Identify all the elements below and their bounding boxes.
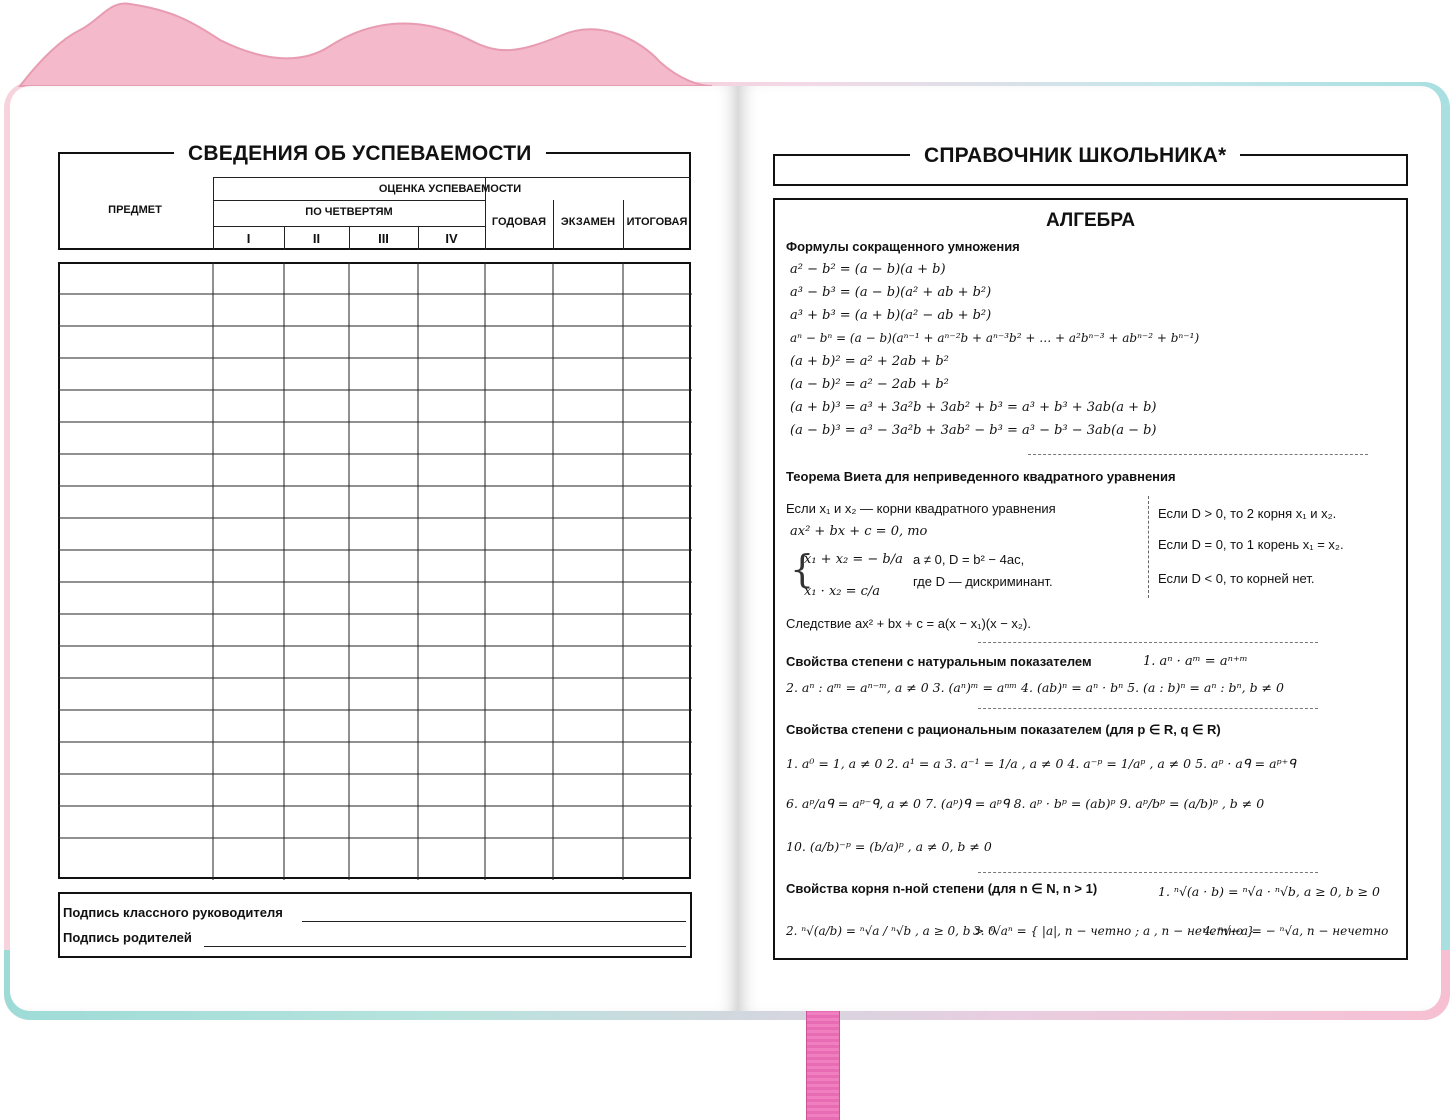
root-property-3: 3. ⁿ√aⁿ = { |a|, n − четно ; a , n − нечетно }	[973, 924, 1255, 938]
vieta-title: Теорема Виета для неприведенного квадратного уравнения	[786, 469, 1176, 484]
algebra-heading: АЛГЕБРА	[1045, 210, 1136, 231]
rational-powers-row-2: 6. aᵖ/aᑫ = aᵖ⁻ᑫ, a ≠ 0 7. (aᵖ)ᑫ = aᵖᑫ 8. aᵖ · bᵖ = (ab)ᵖ 9. aᵖ/bᵖ = (a/b)ᵖ , b ≠ 0	[786, 796, 1265, 811]
formula-1: a² − b² = (a − b)(a + b)	[790, 262, 946, 277]
rational-powers-title: Свойства степени с рациональным показателем (для p ∈ R, q ∈ R)	[786, 722, 1221, 737]
header-final: ИТОГОВАЯ	[626, 216, 688, 228]
natural-powers-title: Свойства степени с натуральным показателем	[786, 654, 1092, 669]
system-brace: {	[790, 547, 815, 591]
vieta-condition-1: a ≠ 0, D = b² − 4ac,	[913, 552, 1025, 567]
grades-title: СВЕДЕНИЯ ОБ УСПЕВАЕМОСТИ	[174, 142, 546, 166]
abbrev-title: Формулы сокращенного умножения	[786, 239, 1020, 254]
roots-title: Свойства корня n-ной степени (для n ∈ N, n > 1)	[786, 881, 1098, 896]
teacher-signature-line[interactable]	[302, 921, 686, 922]
vieta-sum: x₁ + x₂ = − b/a	[804, 552, 903, 567]
rational-powers-row-1: 1. a⁰ = 1, a ≠ 0 2. a¹ = a 3. a⁻¹ = 1/a , a ≠ 0 4. a⁻ᵖ = 1/aᵖ , a ≠ 0 5. aᵖ · aᑫ = aᵖ⁺ᑫ	[786, 756, 1297, 771]
formula-8: (a − b)³ = a³ − 3a²b + 3ab² − b³ = a³ − b³ − 3ab(a − b)	[790, 423, 1157, 438]
vieta-case-1: Если D > 0, то 2 корня x₁ и x₂.	[1158, 506, 1337, 521]
formula-4: aⁿ − bⁿ = (a − b)(aⁿ⁻¹ + aⁿ⁻²b + aⁿ⁻³b² + … + a²bⁿ⁻³ + abⁿ⁻² + bⁿ⁻¹)	[790, 331, 1200, 345]
header-yearly: ГОДОВАЯ	[491, 216, 547, 228]
vieta-case-2: Если D = 0, то 1 корень x₁ = x₂.	[1158, 537, 1344, 552]
header-quarter-3: III	[378, 231, 389, 246]
vieta-case-3: Если D < 0, то корней нет.	[1158, 571, 1315, 586]
left-page	[10, 86, 738, 1011]
reference-title: СПРАВОЧНИК ШКОЛЬНИКА*	[910, 144, 1240, 168]
header-quarter-1: I	[246, 231, 251, 246]
natural-power-1: 1. aⁿ · aᵐ = aⁿ⁺ᵐ	[1143, 654, 1248, 669]
formula-2: a³ − b³ = (a − b)(a² + ab + b²)	[790, 285, 992, 300]
vieta-line-1: Если x₁ и x₂ — корни квадратного уравнения	[786, 501, 1056, 516]
header-quarter-4: IV	[445, 231, 458, 246]
vieta-line-2: ax² + bx + c = 0, то	[790, 524, 928, 539]
root-property-1: 1. ⁿ√(a · b) = ⁿ√a · ⁿ√b, a ≥ 0, b ≥ 0	[1158, 884, 1381, 899]
root-property-2: 2. ⁿ√(a/b) = ⁿ√a / ⁿ√b , a ≥ 0, b > 0	[786, 924, 996, 938]
signature-box	[58, 892, 692, 958]
header-exam: ЭКЗАМЕН	[560, 216, 616, 228]
root-property-4: 4. ⁿ√−a = − ⁿ√a, n − нечетно	[1203, 924, 1389, 938]
parent-signature-line[interactable]	[204, 946, 686, 947]
natural-powers-row: 2. aⁿ : aᵐ = aⁿ⁻ᵐ, a ≠ 0 3. (aⁿ)ᵐ = aⁿᵐ 4. (ab)ⁿ = aⁿ · bⁿ 5. (a : b)ⁿ = aⁿ : bⁿ, b ≠ 0	[786, 680, 1284, 695]
formula-3: a³ + b³ = (a + b)(a² − ab + b²)	[790, 308, 992, 323]
vieta-product: x₁ · x₂ = c/a	[804, 584, 881, 599]
header-quarter-2: II	[312, 231, 321, 246]
rational-powers-row-3: 10. (a/b)⁻ᵖ = (b/a)ᵖ , a ≠ 0, b ≠ 0	[786, 839, 992, 854]
parent-signature-label: Подпись родителей	[63, 930, 192, 945]
vieta-condition-2: где D — дискриминант.	[913, 574, 1053, 589]
right-page	[738, 86, 1441, 1011]
formula-7: (a + b)³ = a³ + 3a²b + 3ab² + b³ = a³ + b³ + 3ab(a + b)	[790, 400, 1157, 415]
header-grades: ОЦЕНКА УСПЕВАЕМОСТИ	[378, 183, 522, 195]
formula-6: (a − b)² = a² − 2ab + b²	[790, 377, 949, 392]
vieta-corollary: Следствие ax² + bx + c = a(x − x₁)(x − x₂).	[786, 616, 1031, 631]
teacher-signature-label: Подпись классного руководителя	[63, 905, 283, 920]
grades-grid[interactable]	[58, 262, 692, 880]
header-subject: ПРЕДМЕТ	[108, 204, 162, 216]
formula-5: (a + b)² = a² + 2ab + b²	[790, 354, 949, 369]
header-quarters: ПО ЧЕТВЕРТЯМ	[305, 206, 393, 218]
bookmark-ribbon[interactable]	[806, 1000, 840, 1120]
